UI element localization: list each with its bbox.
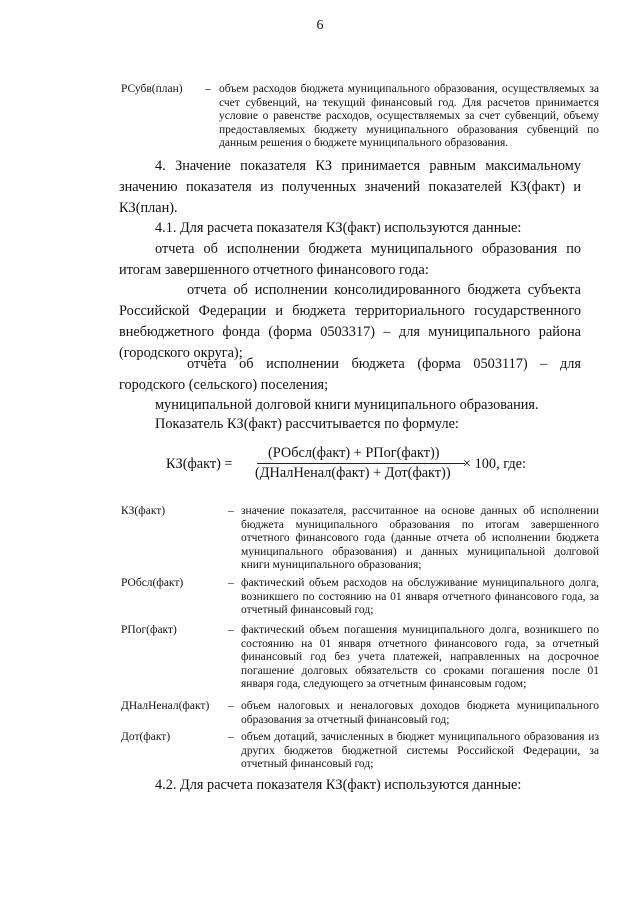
definition-desc: объем расходов бюджета муниципального образования, осуществляемых за счет субвенций, на текущий финансовый год. Для расчетов принимается условие о равенстве расходов, осуществляемых за счет субвенций, объему предоставляемых бюджету муниципального образования субвенций по данным решения о бюджете муниципального образования. bbox=[219, 83, 599, 149]
definition-desc: фактический объем погашения муниципального долга, возникшего по состоянию на 01 января отчетного финансового года, за отчетный финансовый год без учета платежей, направленных на досрочное погашение долговых обязательств со сроками погашения после 01 января года, следующего за отчетным финансовым годом; bbox=[241, 624, 599, 690]
paragraph-4: 4. Значение показателя КЗ принимается равным максимальному значению показателя из полученных значений показателей КЗ(факт) и КЗ(план). bbox=[119, 158, 581, 216]
definition-robsl-fact bbox=[121, 577, 599, 619]
paragraph-report: отчета об исполнении бюджета муниципального образования по итогам завершенного отчетного финансового года: bbox=[119, 241, 581, 278]
paragraph-debt-book: муниципальной долговой книги муниципального образования. bbox=[155, 397, 539, 413]
formula-kz-fact bbox=[0, 440, 640, 490]
paragraph-consolidated: отчета об исполнении консолидированного бюджета субъекта Российской Федерации и бюджета территориального государственного внебюджетного фонда (форма 0503317) – для муниципального района (городского округа); bbox=[119, 282, 581, 361]
definition-dash: – bbox=[228, 700, 234, 712]
formula-tail: × 100, где: bbox=[463, 456, 526, 472]
definition-desc: фактический объем расходов на обслуживание муниципального долга, возникшего по состоянию на 01 января отчетного финансового года, за отчетный финансовый год; bbox=[241, 577, 599, 616]
definition-rsubv-plan bbox=[121, 83, 599, 153]
definition-dnalnenal-fact bbox=[121, 700, 599, 728]
fraction-bar bbox=[257, 463, 465, 464]
paragraph-4-2: 4.2. Для расчета показателя КЗ(факт) используются данные: bbox=[155, 777, 522, 793]
definition-dash: – bbox=[228, 731, 234, 743]
definition-desc: объем налоговых и неналоговых доходов бюджета муниципального образования за отчетный финансовый год; bbox=[241, 700, 599, 726]
formula-denominator: (ДНалНенал(факт) + Дот(факт)) bbox=[255, 465, 451, 481]
definition-term: Дот(факт) bbox=[121, 731, 171, 743]
definition-dash: – bbox=[228, 624, 234, 636]
definition-rpog-fact bbox=[121, 624, 599, 694]
definition-desc: значение показателя, рассчитанное на основе данных об исполнении бюджета муниципального образования по итогам завершенного отчетного финансового года (данные отчета об исполнении бюджета муниципального образования) и данных муниципальной долговой книги муниципального образования; bbox=[241, 505, 599, 571]
formula-lhs: КЗ(факт) = bbox=[166, 456, 233, 472]
definition-term: РПог(факт) bbox=[121, 624, 177, 636]
definition-dash: – bbox=[205, 83, 211, 95]
page-number: 6 bbox=[316, 18, 324, 33]
definition-dash: – bbox=[228, 505, 234, 517]
definition-desc: объем дотаций, зачисленных в бюджет муниципального образования из других бюджетов бюджетной системы Российской Федерации, за отчетный финансовый год; bbox=[241, 731, 599, 770]
definition-term: РОбсл(факт) bbox=[121, 577, 184, 589]
paragraph-0503117: отчета об исполнении бюджета (форма 0503117) – для городского (сельского) поселения; bbox=[119, 356, 581, 393]
paragraph-formula-intro: Показатель КЗ(факт) рассчитывается по формуле: bbox=[155, 416, 459, 432]
definition-kz-fact bbox=[121, 505, 599, 573]
definition-term: КЗ(факт) bbox=[121, 505, 166, 517]
definition-dash: – bbox=[228, 577, 234, 589]
paragraph-4-1: 4.1. Для расчета показателя КЗ(факт) используются данные: bbox=[155, 220, 522, 236]
definition-dot-fact bbox=[121, 731, 599, 773]
formula-numerator: (РОбсл(факт) + РПог(факт)) bbox=[268, 445, 440, 461]
definition-term: РСубв(план) bbox=[121, 83, 183, 95]
definition-term: ДНалНенал(факт) bbox=[121, 700, 210, 712]
